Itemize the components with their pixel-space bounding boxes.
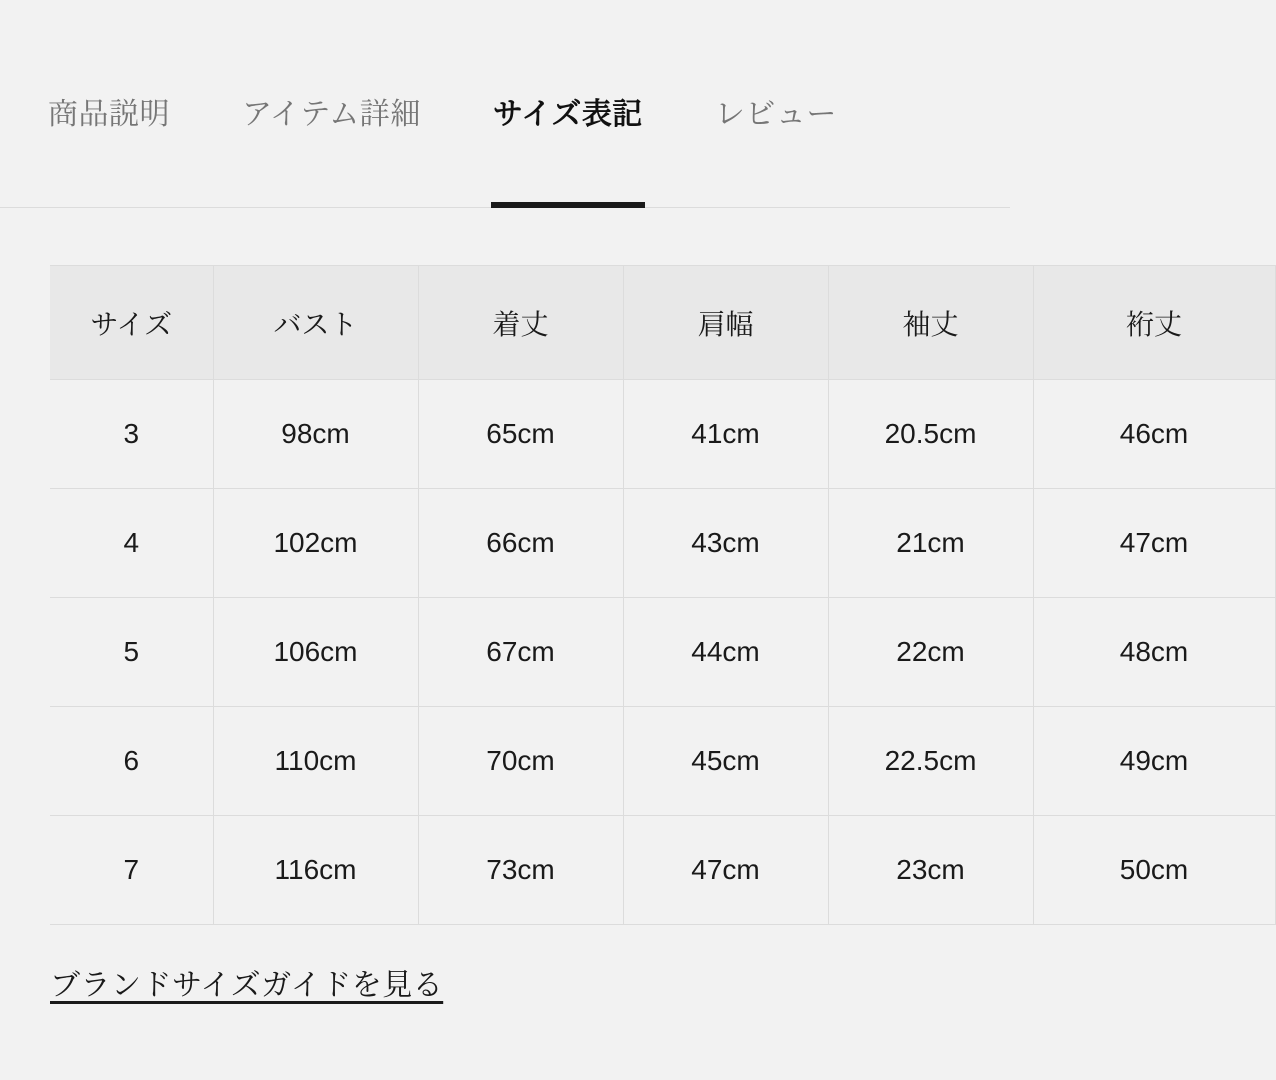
column-header-shoulder: 肩幅 — [623, 266, 828, 380]
brand-size-guide-link[interactable]: ブランドサイズガイドを見る — [50, 969, 444, 1002]
table-row — [50, 380, 1275, 489]
cell-length: 65cm — [418, 380, 623, 489]
table-row — [50, 598, 1275, 707]
cell-yuki: 47cm — [1033, 489, 1275, 598]
cell-size: 6 — [50, 707, 213, 816]
tab-product-description[interactable] — [48, 100, 170, 208]
tab-label: アイテム詳細 — [242, 98, 421, 131]
column-header-size: サイズ — [50, 266, 213, 380]
cell-yuki: 46cm — [1033, 380, 1275, 489]
cell-length: 66cm — [418, 489, 623, 598]
size-table-scroll-area[interactable] — [50, 265, 1189, 925]
table-header-row — [50, 266, 1275, 380]
tab-label: サイズ表記 — [492, 98, 643, 131]
cell-shoulder: 43cm — [623, 489, 828, 598]
tab-label: 商品説明 — [48, 98, 170, 131]
cell-yuki: 50cm — [1033, 816, 1275, 925]
cell-shoulder: 47cm — [623, 816, 828, 925]
cell-length: 67cm — [418, 598, 623, 707]
cell-shoulder: 45cm — [623, 707, 828, 816]
column-header-bust: バスト — [213, 266, 418, 380]
brand-size-guide-row — [50, 960, 1010, 1004]
cell-sleeve: 20.5cm — [828, 380, 1033, 489]
size-table-head — [50, 266, 1275, 380]
cell-bust: 116cm — [213, 816, 418, 925]
cell-sleeve: 21cm — [828, 489, 1033, 598]
cell-length: 73cm — [418, 816, 623, 925]
product-detail-tabs — [0, 0, 1010, 208]
cell-sleeve: 22.5cm — [828, 707, 1033, 816]
cell-size: 4 — [50, 489, 213, 598]
cell-size: 5 — [50, 598, 213, 707]
table-row — [50, 489, 1275, 598]
size-table — [50, 265, 1276, 925]
cell-yuki: 49cm — [1033, 707, 1275, 816]
cell-length: 70cm — [418, 707, 623, 816]
column-header-sleeve: 袖丈 — [828, 266, 1033, 380]
cell-bust: 98cm — [213, 380, 418, 489]
cell-sleeve: 23cm — [828, 816, 1033, 925]
size-table-body — [50, 380, 1275, 925]
cell-bust: 102cm — [213, 489, 418, 598]
cell-bust: 110cm — [213, 707, 418, 816]
cell-bust: 106cm — [213, 598, 418, 707]
cell-size: 7 — [50, 816, 213, 925]
tab-reviews[interactable] — [715, 100, 837, 208]
column-header-yuki: 裄丈 — [1033, 266, 1275, 380]
cell-shoulder: 41cm — [623, 380, 828, 489]
tab-label: レビュー — [714, 98, 837, 131]
cell-yuki: 48cm — [1033, 598, 1275, 707]
cell-size: 3 — [50, 380, 213, 489]
cell-shoulder: 44cm — [623, 598, 828, 707]
table-row — [50, 707, 1275, 816]
tab-item-details[interactable] — [242, 100, 421, 208]
column-header-length: 着丈 — [418, 266, 623, 380]
cell-sleeve: 22cm — [828, 598, 1033, 707]
tab-size-notation[interactable] — [493, 100, 643, 208]
table-row — [50, 816, 1275, 925]
